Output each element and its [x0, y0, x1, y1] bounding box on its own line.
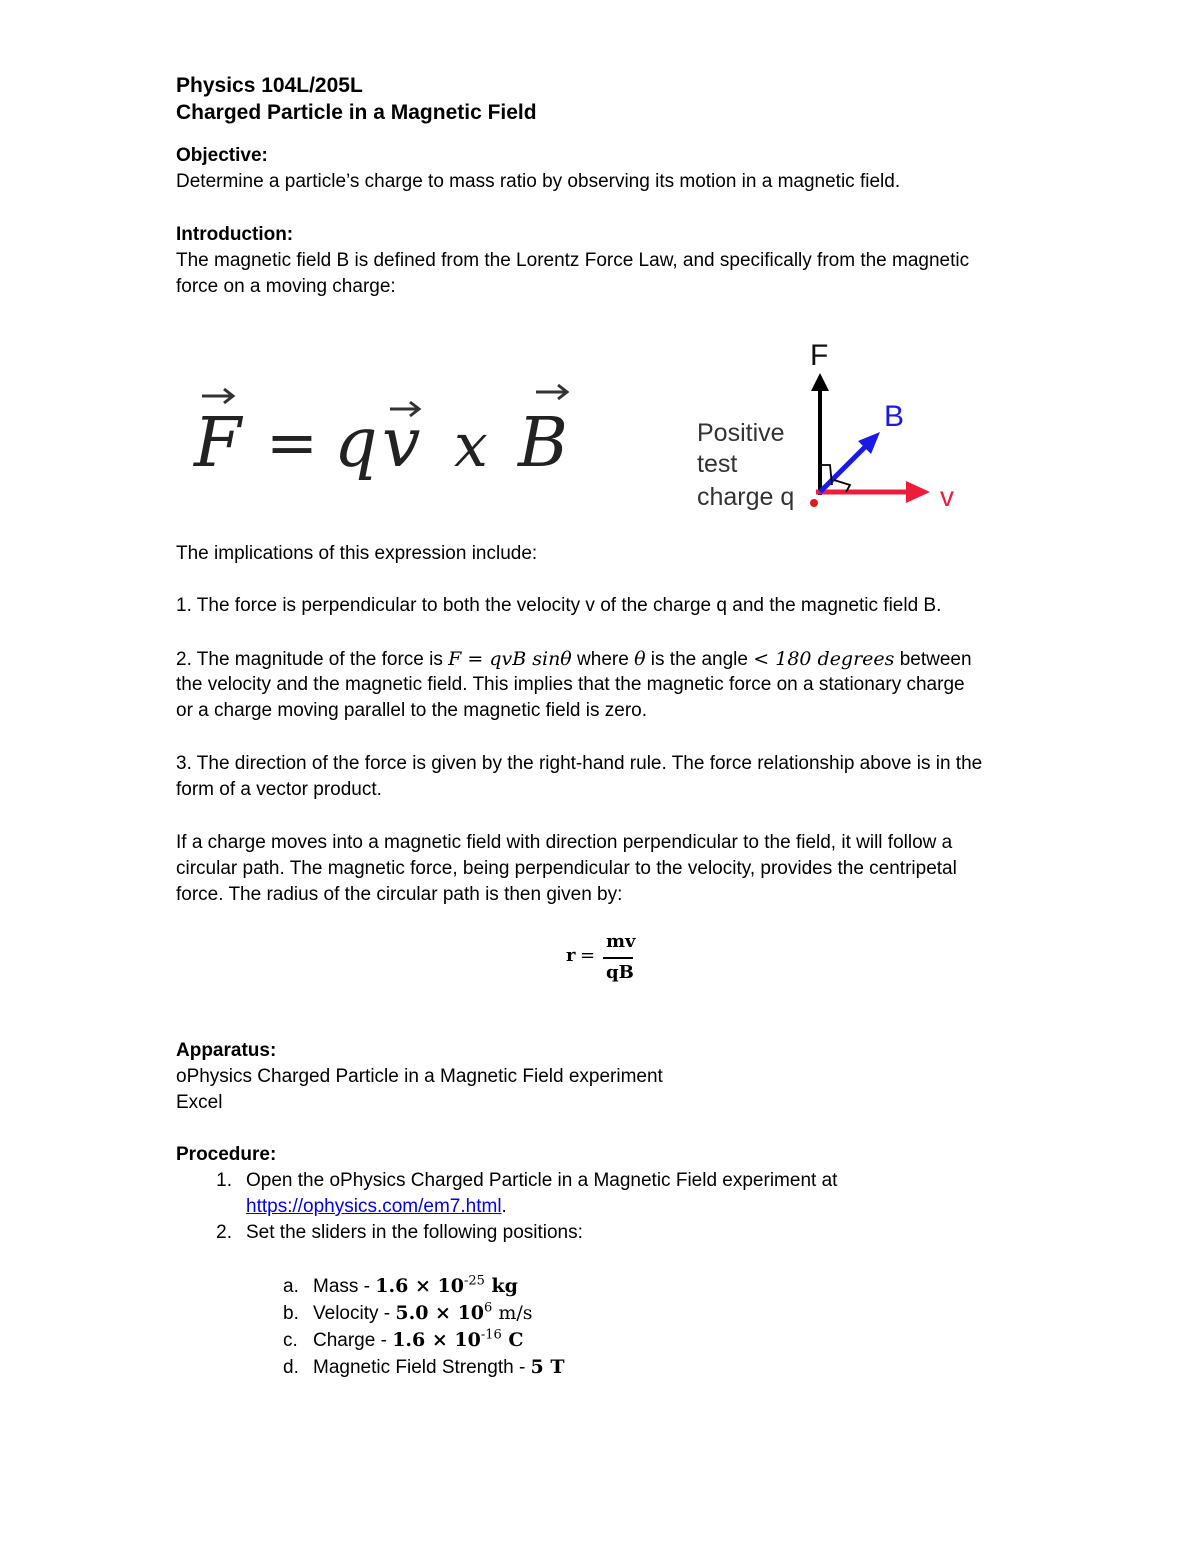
slider-unit: C	[501, 1329, 524, 1351]
objective-text: Determine a particle’s charge to mass ratio by observing its motion in a magnetic field.	[176, 171, 901, 192]
implication-3-line-1: 3. The direction of the force is given by the right-hand rule. The force relationship above is in the	[176, 753, 983, 774]
implication-2-line-2: the velocity and the magnetic field. This implies that the magnetic force on a stationary charge	[176, 674, 965, 695]
implication-2-line-1	[176, 646, 972, 673]
objective-heading: Objective:	[176, 145, 268, 166]
slider-label: Mass -	[313, 1276, 376, 1297]
introduction-line-2: force on a moving charge:	[176, 276, 396, 297]
document-title: Charged Particle in a Magnetic Field	[176, 101, 537, 124]
step-1-text: Open the oPhysics Charged Particle in a Magnetic Field experiment at	[246, 1170, 838, 1191]
implication-2-line-3: or a charge moving parallel to the magnetic field is zero.	[176, 700, 648, 721]
slider-unit: kg	[484, 1275, 518, 1297]
slider-letter: c.	[283, 1330, 298, 1351]
field-arrow	[820, 444, 868, 492]
step-1-number: 1.	[216, 1170, 232, 1191]
circular-line-1: If a charge moves into a magnetic field with direction perpendicular to the field, it will follow a	[176, 832, 953, 853]
velocity-arrow-head	[906, 481, 930, 503]
implication-2-text-c: is the angle	[645, 649, 754, 670]
slider-label: Velocity -	[313, 1303, 396, 1324]
procedure-step-1-link-line	[246, 1194, 507, 1220]
slider-unit: m/s	[492, 1302, 533, 1324]
apparatus-heading: Apparatus:	[176, 1040, 277, 1061]
force-magnitude-formula: F = qvB sinθ	[448, 648, 572, 670]
implication-3-line-2: form of a vector product.	[176, 779, 382, 800]
procedure-heading: Procedure:	[176, 1144, 277, 1165]
ophysics-link[interactable]: https://ophysics.com/em7.html	[246, 1196, 502, 1217]
diagram-text-positive: Positive	[697, 419, 785, 447]
slider-value: 5.0 × 10	[395, 1302, 485, 1324]
diagram-text-charge: charge q	[697, 483, 795, 511]
diagram-text-test: test	[697, 450, 738, 478]
diagram-label-F: F	[810, 339, 829, 372]
circular-line-3: force. The radius of the circular path is then given by:	[176, 884, 623, 905]
circular-line-2: circular path. The magnetic force, being perpendicular to the velocity, provides the centripetal	[176, 858, 957, 879]
implication-1: 1. The force is perpendicular to both the velocity v of the charge q and the magnetic field B.	[176, 595, 942, 616]
slider-setting-mass	[283, 1273, 518, 1300]
slider-letter: a.	[283, 1276, 299, 1297]
radius-numerator: mv	[606, 931, 636, 952]
diagram-label-v: v	[940, 481, 954, 512]
diagram-label-B: B	[884, 400, 905, 433]
step-2-text: Set the sliders in the following positions:	[246, 1222, 583, 1243]
fraction-bar	[603, 957, 633, 959]
procedure-step-2	[196, 1220, 583, 1246]
slider-exponent: -16	[480, 1327, 502, 1343]
force-diagram	[690, 335, 980, 520]
implication-2-text-a: 2. The magnitude of the force is	[176, 649, 449, 670]
slider-exponent: 6	[484, 1300, 493, 1316]
slider-letter: d.	[283, 1357, 299, 1378]
step-1-period: .	[501, 1196, 507, 1217]
equation-x: x	[454, 411, 488, 481]
charge-dot	[810, 499, 818, 507]
implication-2-text-d: between	[894, 649, 972, 670]
lorentz-force-equation	[186, 378, 586, 488]
radius-denominator: qB	[606, 962, 634, 983]
introduction-line-1: The magnetic field B is defined from the Lorentz Force Law, and specifically from the magnetic	[176, 250, 970, 271]
implication-2-text-b: where	[571, 649, 635, 670]
equation-B: B	[518, 404, 568, 483]
slider-unit: T	[543, 1356, 565, 1378]
slider-setting-charge	[283, 1327, 524, 1354]
slider-exponent: -25	[463, 1273, 485, 1289]
apparatus-item-1: oPhysics Charged Particle in a Magnetic Field experiment	[176, 1066, 663, 1087]
radius-symbol: r	[566, 945, 576, 966]
radius-equals: =	[580, 945, 596, 966]
slider-setting-field-strength	[283, 1354, 565, 1381]
slider-value: 1.6 × 10	[392, 1329, 481, 1351]
force-arrow-head	[811, 373, 829, 391]
equation-q: q	[334, 404, 378, 483]
slider-value: 1.6 × 10	[375, 1275, 464, 1297]
slider-label: Magnetic Field Strength -	[313, 1357, 531, 1378]
slider-setting-velocity	[283, 1300, 533, 1327]
slider-value: 5	[530, 1356, 544, 1378]
course-title: Physics 104L/205L	[176, 74, 363, 97]
implications-lead: The implications of this expression include:	[176, 543, 538, 564]
introduction-heading: Introduction:	[176, 224, 294, 245]
equation-v: v	[382, 404, 421, 483]
step-2-number: 2.	[216, 1222, 232, 1243]
slider-label: Charge -	[313, 1330, 393, 1351]
procedure-step-1	[196, 1168, 837, 1194]
equation-equals: =	[266, 406, 318, 479]
apparatus-item-2: Excel	[176, 1092, 223, 1113]
angle-expression: < 180 degrees	[753, 648, 895, 670]
theta-symbol: θ	[634, 648, 646, 670]
equation-F: F	[194, 404, 242, 483]
slider-letter: b.	[283, 1303, 299, 1324]
